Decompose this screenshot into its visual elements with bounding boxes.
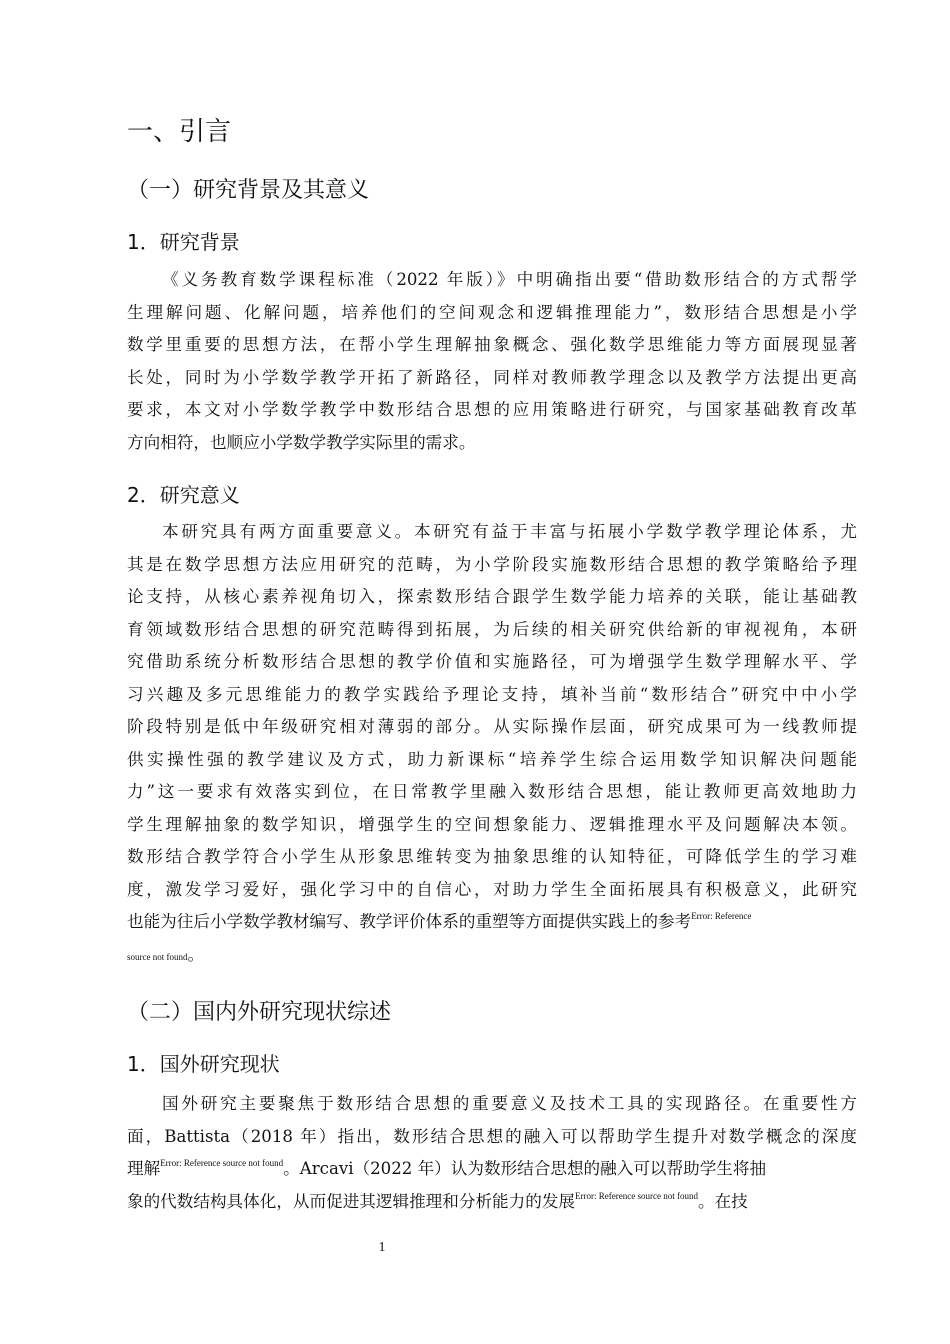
text-line: 供实操性强的教学建议及方式，助力新课标“培养学生综合运用数学知识解决问题能: [127, 749, 857, 769]
text-line: 本研究具有两方面重要意义。本研究有益于丰富与拓展小学数学教学理论体系，尤: [162, 522, 857, 541]
text-line: 究借助系统分析数形结合思想的教学价值和实施路径，可为增强学生数学理解水平、学: [127, 652, 857, 671]
text-line: 要求，本文对小学数学教学中数形结合思想的应用策略进行研究，与国家基础教育改革: [127, 400, 857, 419]
paragraph-background: [127, 264, 857, 459]
text-line: 育领域数形结合思想的研究范畴得到拓展，为后续的相关研究供给新的审视视角，本研: [127, 619, 857, 639]
text-line: 国外研究主要聚焦于数形结合思想的重要意义及技术工具的实现路径。在重要性方: [162, 1094, 857, 1113]
text-line: 学生理解抽象的数学知识，增强学生的空间想象能力、逻辑推理水平及问题解决本领。: [127, 814, 857, 834]
text-line: 长处，同时为小学数学教学开拓了新路径，同样对教师教学理念以及教学方法提出更高: [127, 367, 857, 387]
text-line: 力”这一要求有效落实到位，在日常教学里融入数形结合思想，能让教师更高效地助力: [127, 782, 857, 801]
text-line: 《义务教育数学课程标准（2022 年版）》中明确指出要“借助数形结合的方式帮学: [162, 270, 857, 289]
subsection-heading-background: 1．研究背景: [127, 230, 240, 254]
reference-error-marker: Error: Reference: [691, 911, 752, 921]
text-segment: 理解: [127, 1159, 161, 1178]
text-line: 面，Battista（2018 年）指出，数形结合思想的融入可以帮助学生提升对数学概念的深度: [127, 1126, 857, 1146]
subsection-heading-significance: 2．研究意义: [127, 483, 240, 507]
reference-error-marker: Error: Reference source not found: [575, 1190, 698, 1201]
text-line: 其是在数学思想方法应用研究的范畴，为小学阶段实施数形结合思想的教学策略给予理: [127, 554, 857, 574]
paragraph-significance: [127, 516, 857, 969]
subsection-heading-foreign: 1．国外研究现状: [127, 1052, 280, 1076]
text-line: 阶段特别是低中年级研究相对薄弱的部分。从实际操作层面，研究成果可为一线教师提: [127, 717, 857, 736]
text-line: [127, 1186, 857, 1219]
text-segment: 也能为往后小学数学教材编写、教学评价体系的重塑等方面提供实践上的参考: [127, 912, 692, 931]
text-line: [127, 939, 857, 969]
paragraph-foreign: [127, 1088, 857, 1218]
text-segment: 。Arcavi（2022 年）认为数形结合思想的融入可以帮助学生将抽: [283, 1159, 767, 1178]
page-number: 1: [378, 1240, 386, 1255]
text-line: 数学里重要的思想方法，在帮小学生理解抽象概念、强化数学思维能力等方面展现显著: [127, 335, 857, 354]
text-line: [127, 1153, 857, 1186]
text-line: 方向相符，也顺应小学数学教学实际里的需求。: [127, 432, 476, 452]
text-line: [127, 906, 857, 939]
reference-error-marker: Error: Reference source not found: [160, 1158, 284, 1168]
reference-error-marker: source not found: [127, 951, 188, 962]
chapter-heading: 一、引言: [127, 117, 232, 147]
text-segment: 。: [187, 944, 205, 964]
text-segment: 。在技: [697, 1191, 748, 1211]
text-line: 数形结合教学符合小学生从形象思维转变为抽象思维的认知特征，可降低学生的学习难: [127, 847, 857, 866]
section-heading-literature: （二）国内外研究现状综述: [127, 1000, 392, 1025]
text-segment: 象的代数结构具体化，从而促进其逻辑推理和分析能力的发展: [127, 1191, 576, 1211]
text-line: 度，激发学习爱好，强化学习中的自信心，对助力学生全面拓展具有积极意义，此研究: [127, 879, 857, 899]
text-line: 论支持，从核心素养视角切入，探索数形结合跟学生数学能力培养的关联，能让基础教: [127, 587, 857, 606]
text-line: 生理解问题、化解问题，培养他们的空间观念和逻辑推理能力”，数形结合思想是小学: [127, 302, 857, 322]
section-heading-background: （一）研究背景及其意义: [127, 178, 370, 203]
text-line: 习兴趣及多元思维能力的教学实践给予理论支持，填补当前“数形结合”研究中中小学: [127, 684, 857, 704]
